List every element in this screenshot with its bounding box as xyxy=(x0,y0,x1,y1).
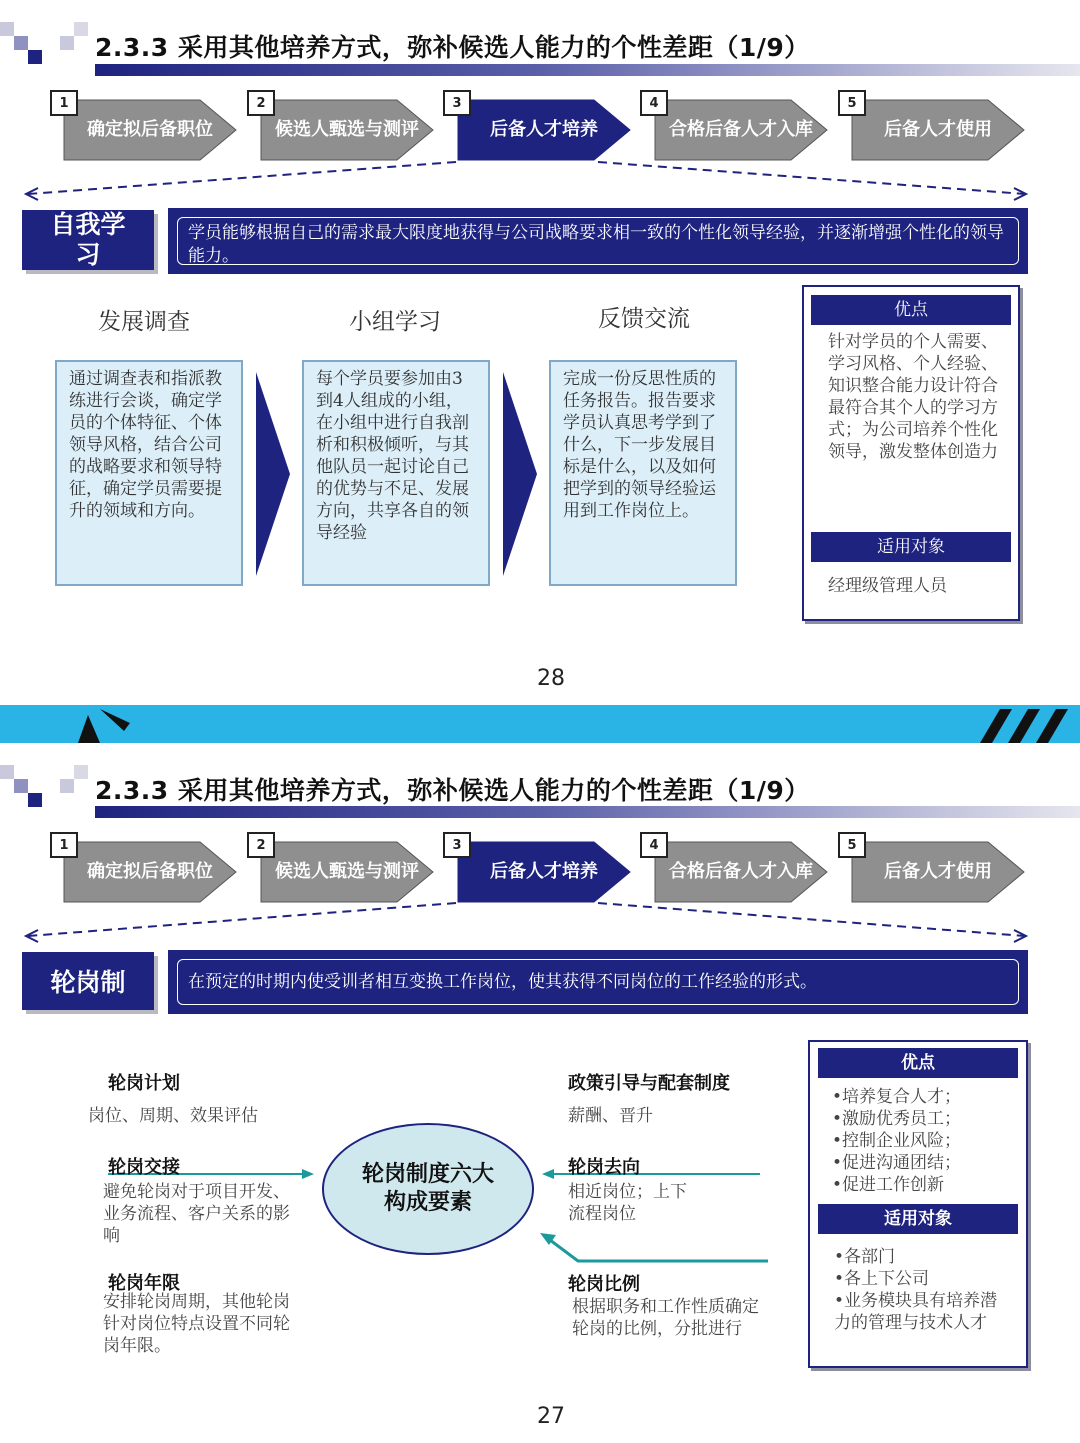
process-step-label: 候选人甄选与测评 xyxy=(275,118,419,140)
definition-text: 在预定的时期内使受训者相互变换工作岗位，使其获得不同岗位的工作经验的形式。 xyxy=(177,959,1019,1005)
step-number: 4 xyxy=(640,832,668,858)
method-tag: 自我学习 xyxy=(22,210,154,270)
divider-decoration xyxy=(0,705,1080,743)
slide-self-learning xyxy=(0,0,1080,705)
advantages-text: 针对学员的个人需要、学习风格、个人经验、知识整合能力设计符合最符合其个人的学习方式；为公司培养个性化领导，激发整体创造力 xyxy=(828,332,998,462)
element-title: 轮岗比例 xyxy=(568,1274,640,1295)
element-text: 根据职务和工作性质确定轮岗的比例，分批进行 xyxy=(572,1297,759,1339)
target-header: 适用对象 xyxy=(818,1204,1018,1234)
element-text: 岗位、周期、效果评估 xyxy=(88,1106,258,1126)
page-divider xyxy=(0,705,1080,743)
process-step-label: 合格后备人才入库 xyxy=(669,860,813,882)
target-item: •各上下公司 xyxy=(834,1269,930,1289)
process-step-label: 后备人才使用 xyxy=(884,860,992,882)
center-label: 轮岗制度六大构成要素 xyxy=(361,1162,494,1215)
process-step-label: 后备人才使用 xyxy=(884,118,992,140)
advantage-item: •激励优秀员工； xyxy=(832,1109,962,1129)
advantage-item: •控制企业风险； xyxy=(832,1131,962,1151)
element-text: 避免轮岗对于项目开发、业务流程、客户关系的影响 xyxy=(103,1182,290,1246)
process-step-label: 后备人才培养 xyxy=(490,118,598,140)
target-item: •业务模块具有培养潜力的管理与技术人才 xyxy=(834,1291,998,1333)
element-title: 轮岗年限 xyxy=(108,1273,180,1294)
stage-arrow-icon xyxy=(503,372,539,577)
element-text: 薪酬、晋升 xyxy=(568,1106,653,1126)
step-number: 4 xyxy=(640,90,668,116)
target-list xyxy=(834,1246,1014,1334)
page-number: 28 xyxy=(537,666,565,691)
process-step-label: 候选人甄选与测评 xyxy=(275,860,419,882)
element-text: 相近岗位；上下流程岗位 xyxy=(568,1182,687,1224)
stage-title: 反馈交流 xyxy=(598,306,690,332)
advantages-header: 优点 xyxy=(818,1048,1018,1078)
stage-box: 完成一份反思性质的任务报告。报告要求学员认真思考学到了什么，下一步发展目标是什么，以及如何把学到的领导经验运用到工作岗位上。 xyxy=(549,360,737,586)
slide-job-rotation xyxy=(0,743,1080,1443)
definition-text: 学员能够根据自己的需求最大限度地获得与公司战略要求相一致的个性化领导经验，并逐渐增强个性化的领导能力。 xyxy=(177,217,1019,265)
element-title: 轮岗去向 xyxy=(568,1157,640,1178)
stage-arrow-icon xyxy=(256,372,292,577)
process-step-label: 后备人才培养 xyxy=(490,860,598,882)
step-number: 5 xyxy=(838,832,866,858)
process-step-label: 合格后备人才入库 xyxy=(669,118,813,140)
step-number: 5 xyxy=(838,90,866,116)
method-tag: 轮岗制 xyxy=(22,952,154,1010)
advantages-list xyxy=(832,1086,1022,1196)
step-number: 2 xyxy=(247,90,275,116)
advantage-item: •培养复合人才； xyxy=(832,1087,962,1107)
element-title: 轮岗计划 xyxy=(108,1073,180,1094)
process-step-label: 确定拟后备职位 xyxy=(87,118,213,140)
process-step-label: 确定拟后备职位 xyxy=(87,860,213,882)
step-number: 1 xyxy=(50,90,78,116)
stage-title: 小组学习 xyxy=(349,309,441,335)
step-number: 3 xyxy=(443,90,471,116)
target-text: 经理级管理人员 xyxy=(828,576,947,596)
target-header: 适用对象 xyxy=(811,532,1011,562)
advantages-panel xyxy=(808,1040,1028,1368)
page-title: 2.3.3 采用其他培养方式，弥补候选人能力的个性差距（1/9） xyxy=(95,33,810,62)
advantage-item: •促进工作创新 xyxy=(832,1175,945,1195)
element-title: 轮岗交接 xyxy=(108,1157,180,1178)
stage-box: 每个学员要参加由3到4人组成的小组，在小组中进行自我剖析和积极倾听，与其他队员一起讨论自己的优势与不足、发展方向，共享各自的领导经验 xyxy=(302,360,490,586)
element-text: 安排轮岗周期，其他轮岗针对岗位特点设置不同轮岗年限。 xyxy=(103,1292,290,1356)
definition-bar xyxy=(168,208,1028,274)
target-item: •各部门 xyxy=(834,1247,896,1267)
advantage-item: •促进沟通团结； xyxy=(832,1153,962,1173)
step-number: 3 xyxy=(443,832,471,858)
stage-title: 发展调查 xyxy=(98,309,190,335)
advantages-header: 优点 xyxy=(811,295,1011,325)
advantages-panel xyxy=(802,285,1020,621)
page-number: 27 xyxy=(537,1404,565,1429)
page-title: 2.3.3 采用其他培养方式，弥补候选人能力的个性差距（1/9） xyxy=(95,776,810,805)
expansion-arrows xyxy=(0,0,1080,220)
element-title: 政策引导与配套制度 xyxy=(568,1073,730,1094)
step-number: 1 xyxy=(50,832,78,858)
step-number: 2 xyxy=(247,832,275,858)
stage-box: 通过调查表和指派教练进行会谈，确定学员的个体特征、个体领导风格，结合公司的战略要求和领导特征，确定学员需要提升的领域和方向。 xyxy=(55,360,243,586)
